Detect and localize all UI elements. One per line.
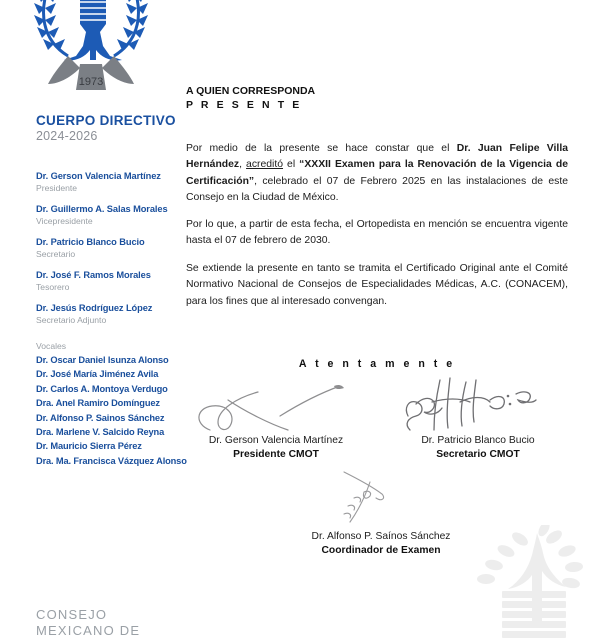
list-item <box>36 269 186 293</box>
vocales-list <box>36 341 188 468</box>
signature-alfonso-sainos-icon <box>286 468 476 530</box>
p1-part3: el <box>283 159 300 171</box>
list-item <box>36 203 186 227</box>
officer-name: Dr. Patricio Blanco Bucio <box>36 237 145 247</box>
signature-gerson-valencia-icon <box>188 372 364 434</box>
list-item: Dr. Alfonso P. Sainos Sánchez <box>36 412 165 423</box>
list-item: Dr. Carlos A. Montoya Verdugo <box>36 383 168 394</box>
officer-role: Secretario Adjunto <box>36 315 107 325</box>
list-item: Dr. Oscar Daniel Isunza Alonso <box>36 355 169 365</box>
list-item <box>36 170 186 194</box>
signature-block-president <box>188 372 364 462</box>
signature-patricio-blanco-icon <box>390 372 566 434</box>
signature-block-coordinator <box>286 468 476 558</box>
officer-name: Dr. Jesús Rodríguez López <box>36 303 153 313</box>
footer-brand <box>36 607 140 639</box>
officer-role: Vicepresidente <box>36 216 93 226</box>
p1-doctor-name: Dr. Juan Felipe Villa Hernández <box>186 143 568 171</box>
tree-watermark-icon <box>458 525 608 640</box>
signature-name: Dr. Alfonso P. Saínos Sánchez <box>311 531 451 542</box>
footer-brand-line1: CONSEJO <box>36 607 108 622</box>
cmot-logo <box>28 0 154 92</box>
paragraph-3: Se extiende la presente en tanto se tramita el Certificado Original ante el Comité Normativo Nacional de Consejos de Especialidades Médicas, A.C. (CONACEM), para los fines que al interesado convengan. <box>186 263 568 307</box>
list-item <box>36 302 186 326</box>
vocales-label: Vocales <box>36 341 67 351</box>
footer-brand-line2: MEXICANO DE <box>36 623 141 638</box>
logo-year-label: 1973 <box>78 76 104 88</box>
signature-row <box>186 372 568 556</box>
officer-name: Dr. Gerson Valencia Martínez <box>36 171 161 181</box>
signature-block-secretary <box>390 372 566 462</box>
p1-part1: Por medio de la presente se hace constar que el <box>186 143 457 154</box>
list-item: Dra. Marlene V. Salcido Reyna <box>36 427 165 438</box>
officer-role: Tesorero <box>36 282 70 292</box>
list-item: Dra. Ma. Francisca Vázquez Alonso <box>36 455 187 466</box>
sidebar <box>0 0 186 640</box>
addressee-line1: A QUIEN CORRESPONDA <box>186 85 316 97</box>
cuerpo-directivo-years: 2024-2026 <box>36 129 98 143</box>
p1-exam-title: “XXXII Examen para la Renovación de la Vigencia de Certificación” <box>186 159 568 187</box>
officer-role: Presidente <box>36 183 78 193</box>
signature-role: Secretario CMOT <box>436 449 520 460</box>
signature-role: Presidente CMOT <box>233 449 319 460</box>
addressee-line2: P R E S E N T E <box>186 99 302 111</box>
officer-name: Dr. Guillermo A. Salas Morales <box>36 204 168 214</box>
closing-salutation: A t e n t a m e n t e <box>298 358 456 370</box>
officer-name: Dr. José F. Ramos Morales <box>36 270 151 280</box>
signature-role: Coordinador de Examen <box>321 545 441 556</box>
signature-name: Dr. Patricio Blanco Bucio <box>421 435 535 446</box>
list-item: Dra. Anel Ramiro Domínguez <box>36 398 160 409</box>
officers-list <box>36 170 186 335</box>
officer-role: Secretario <box>36 249 76 259</box>
signature-name: Dr. Gerson Valencia Martínez <box>208 435 344 446</box>
list-item: Dr. Mauricio Sierra Pérez <box>36 441 142 452</box>
list-item: Dr. José María Jiménez Avila <box>36 369 159 380</box>
paragraph-1 <box>186 141 568 207</box>
list-item <box>36 236 186 260</box>
p1-acredito: acreditó <box>246 159 284 171</box>
addressee <box>186 84 315 112</box>
cuerpo-directivo-heading: CUERPO DIRECTIVO <box>36 113 176 128</box>
p1-part2: , <box>239 159 247 171</box>
p1-part4: , celebrado el 07 de Febrero 2025 en las instalaciones de este Consejo en la Ciudad de México. <box>186 175 568 204</box>
paragraph-2: Por lo que, a partir de esta fecha, el Ortopedista en mención se encuentra vigente hasta el 07 de febrero de 2030. <box>186 219 568 247</box>
